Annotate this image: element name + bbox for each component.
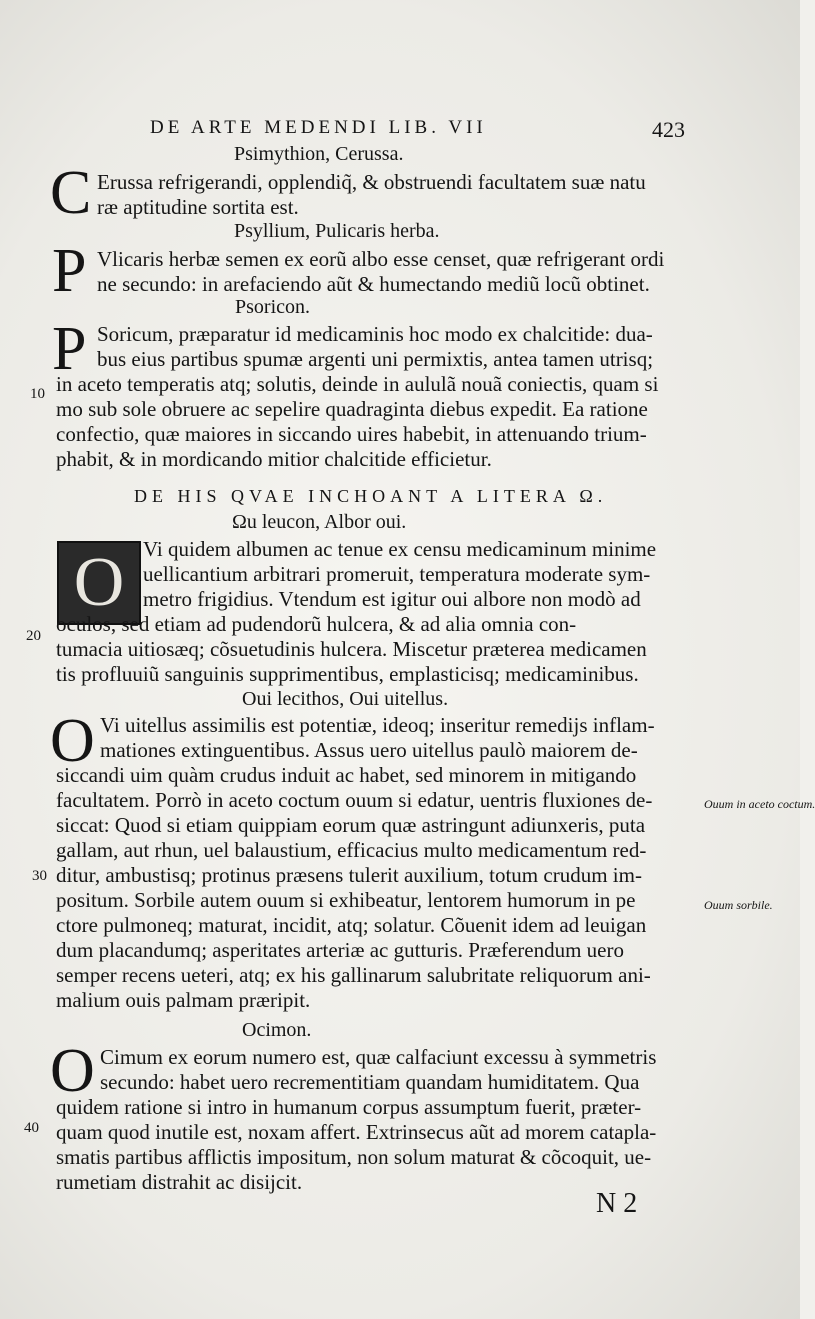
text-line: confectio, quæ maiores in siccando uires habebit, in attenuando trium-	[56, 422, 647, 446]
margin-gloss-ouum-sorbile: Ouum sorbile.	[704, 898, 773, 912]
entry-heading-oon-lecithos: Oui lecithos, Oui uitellus.	[242, 688, 449, 710]
woodcut-initial-letter: O	[73, 544, 125, 621]
text-line: secundo: habet uero recrementitiam quandam humiditatem. Qua	[100, 1070, 640, 1094]
text-line: quidem ratione si intro in humanum corpus assumptum fuerit, præter-	[56, 1095, 642, 1119]
text-line: Erussa refrigerandi, opplendiq̃, & obstruendi facultatem suæ natu	[97, 170, 646, 194]
text-line: dum placandumq; asperitates arteriæ ac gutturis. Præferendum uero	[56, 938, 624, 962]
text-line: malium ouis palmam præripit.	[56, 988, 311, 1012]
text-line: rumetiam distrahit ac disijcit.	[56, 1170, 303, 1194]
line-number: 20	[26, 628, 41, 644]
text-line: oculos, sed etiam ad pudendorũ hulcera, & ad alia omnia con-	[56, 612, 577, 636]
text-line: Vi quidem albumen ac tenue ex censu medicaminum minime	[143, 537, 657, 561]
text-line: Soricum, præparatur id medicaminis hoc modo ex chalcitide: dua-	[97, 322, 653, 346]
text-line: uellicantium arbitrari promeruit, temperatura moderate sym-	[143, 562, 651, 586]
text-line: mo sub sole obruere ac sepelire quadraginta diebus expedit. Ea ratione	[56, 397, 648, 421]
text-line: metro frigidius. Vtendum est igitur oui albore non modò ad	[143, 587, 641, 611]
initial-letter: O	[50, 1037, 95, 1105]
text-line: semper recens ueteri, atq; ex his gallinarum salubritate reliquorum ani-	[56, 963, 651, 987]
text-line: ditur, ambustisq; protinus præsens tulerit auxilium, totum crudum im-	[56, 863, 642, 887]
text-line: ctore pulmoneq; maturat, incidit, atq; solatur. Cõuenit idem ad leuigan	[56, 913, 647, 937]
text-line: phabit, & in mordicando mitior chalcitide efficietur.	[56, 447, 492, 471]
text-line: siccat: Quod si etiam quippiam eorum quæ astringunt adiunxeris, puta	[56, 813, 646, 837]
line-number: 10	[30, 386, 45, 402]
text-line: facultatem. Porrò in aceto coctum ouum si edatur, uentris fluxiones de-	[56, 788, 653, 812]
initial-letter: P	[52, 315, 87, 383]
text-line: positum. Sorbile autem ouum si exhibeatur, lentorem humorum in pe	[56, 888, 636, 912]
margin-gloss-ouum-aceto: Ouum in aceto coctum.	[704, 797, 815, 811]
initial-letter: C	[50, 159, 92, 227]
signature-mark: N 2	[596, 1188, 638, 1219]
text-line: quam quod inutile est, noxam affert. Extrinsecus aũt ad morem catapla-	[56, 1120, 657, 1144]
text-line: tumacia uitiosæq; cõsuetudinis hulcera. Miscetur præterea medicamen	[56, 637, 647, 661]
text-line: Vi uitellus assimilis est potentiæ, ideoq; inseritur remedijs inflam-	[100, 713, 655, 737]
entry-heading-psyllium: Psyllium, Pulicaris herba.	[234, 220, 440, 242]
initial-letter: P	[52, 237, 87, 305]
text-line: ne secundo: in arefaciendo aũt & humectando mediũ locũ obtinet.	[97, 272, 650, 296]
text-line: gallam, aut rhun, uel balaustium, efficacius multo medicamentum red-	[56, 838, 647, 862]
running-head: DE ARTE MEDENDI LIB. VII	[150, 117, 487, 138]
text-line: tis profluuiũ sanguinis supprimentibus, emplasticisq; medicaminibus.	[56, 662, 639, 686]
initial-letter: O	[50, 707, 95, 775]
line-number: 30	[32, 868, 47, 884]
text-line: Vlicaris herbæ semen ex eorũ albo esse censet, quæ refrigerant ordi	[97, 247, 665, 271]
line-number: 40	[24, 1120, 39, 1136]
entry-heading-oon-leucon: Ωu leucon, Albor oui.	[232, 511, 407, 533]
page-number: 423	[652, 117, 685, 142]
text-line: Cimum ex eorum numero est, quæ calfaciunt excessu à symmetris	[100, 1045, 657, 1069]
entry-heading-psoricon: Psoricon.	[235, 296, 310, 318]
text-line: siccandi uim quàm crudus induit ac habet, sed minorem in mitigando	[56, 763, 637, 787]
entry-heading-psimythion: Psimythion, Cerussa.	[234, 143, 404, 165]
text-line: smatis partibus afflictis impositum, non solum maturat & cõcoquit, ue-	[56, 1145, 652, 1169]
text-line: ræ aptitudine sortita est.	[97, 195, 299, 219]
text-line: in aceto temperatis atq; solutis, deinde in aululã nouã coniectis, quam si	[56, 372, 659, 396]
section-title: DE HIS QVAE INCHOANT A LITERA Ω.	[134, 486, 608, 506]
entry-heading-ocimon: Ocimon.	[242, 1019, 312, 1041]
text-line: mationes extinguentibus. Assus uero uitellus paulò maiorem de-	[100, 738, 638, 762]
text-line: bus eius partibus spumæ argenti uni permixtis, antea tamen utrisq;	[97, 347, 654, 371]
